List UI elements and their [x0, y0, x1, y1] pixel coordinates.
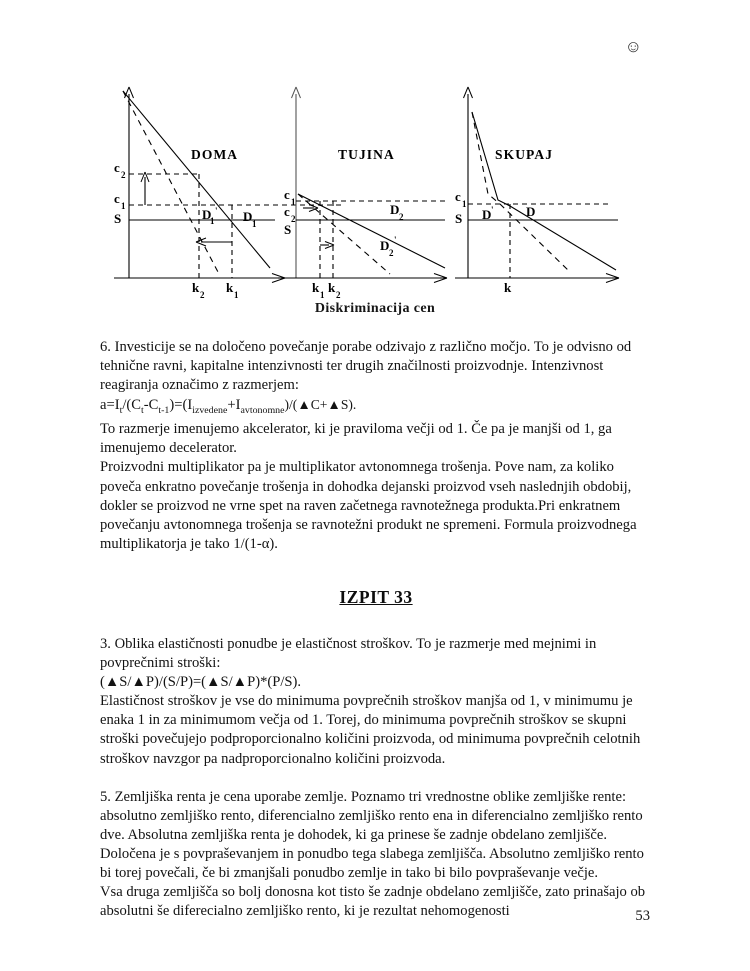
- paragraph-3: 3. Oblika elastičnosti ponudbe je elastičnost stroškov. To je razmerje med mejnimi in povprečnimi stroški:: [100, 635, 597, 672]
- formula-elasticity: (▲S/▲P)/(S/P)=(▲S/▲P)*(P/S).: [100, 674, 302, 691]
- paragraph-accelerator: To razmerje imenujemo akcelerator, ki je praviloma večji od 1. Če pa je manjši od 1, ga imenujemo decelerator.: [100, 421, 612, 457]
- curve-sub-1-doma: 1: [252, 219, 257, 229]
- formula-lead-sub: t: [119, 405, 123, 417]
- quantity-label-k2-tujina: k: [328, 280, 336, 295]
- formula-small-izvedene: izvedene: [192, 405, 228, 417]
- document-body: [100, 338, 652, 921]
- curve-prime-tujina: ': [394, 235, 397, 245]
- curve-sub-2-tujina: 2: [399, 212, 404, 222]
- curve-label-d1-doma: D: [243, 209, 253, 224]
- price-label-c1-skupaj: c: [455, 189, 461, 204]
- quantity-label-k-skupaj: k: [504, 280, 512, 295]
- price-label-c2-doma: c: [114, 160, 120, 175]
- price-label-s-doma: S: [114, 211, 122, 226]
- quantity-sub-2-doma: 2: [200, 290, 205, 300]
- curve-sub-1prime-doma: 1: [210, 216, 215, 226]
- formula-mid1: /(C: [122, 397, 141, 414]
- curve-label-d-skupaj: D: [526, 204, 536, 219]
- formula-tail: )/(▲C+▲S).: [284, 397, 357, 413]
- paragraph-5: 5. Zemljiška renta je cena uporabe zemlje. Poznamo tri vrednostne oblike zemljiške rente: absolutno zemljiško rento, diferencialno zemljiško rento ena in diferencialno zemljiško rento dve. Absolutna zemljiška renta je dohodek, ki ga prinese še zadnje obdelano zemljišče. Določena je s povpraševanjem in ponudbo tega slabega zemljišča. Absolutno zemljiško rento bi torej povečali, če bi zmanjšali ponudbo zemlje in tako bi bilo povpraševanje večje.: [100, 788, 644, 881]
- price-sub-2-doma: 2: [121, 170, 126, 180]
- paragraph-6: 6. Investicije se na določeno povečanje porabe odzivajo z različno močjo. To je odvisno od tehnične ravni, kapitalne intenzivnosti ter drugih značilnosti proizvodnje. Intenzivnost reagiranja označimo z razmerjem:: [100, 339, 632, 394]
- curve-prime-skupaj: ': [491, 205, 494, 215]
- formula-lead: a=I: [100, 397, 120, 414]
- formula-small-avtonomne: avtonomne: [240, 405, 285, 417]
- heading-izpit: IZPIT 33: [339, 586, 413, 607]
- paragraph-3-continued: Elastičnost stroškov je vse do minimuma povprečnih stroškov manjša od 1, v minimumu je enaka 1 in za minimumom večja od 1. Torej, do minimuma povprečnih stroškov se skupni stroški povečujejo podproporcionalno količini proizvoda, od minimuma povprečnih celotnih stroškov navzgor pa nadproporcionalno količini proizvoda.: [100, 693, 641, 767]
- curve-label-dprime-skupaj: D: [482, 207, 492, 222]
- formula-mid2: -C: [143, 397, 159, 414]
- curve-label-d1prime-doma: D: [202, 207, 212, 222]
- formula-mid2-sub: t-1: [158, 405, 170, 417]
- price-label-c1-doma: c: [114, 191, 120, 206]
- price-label-c2-tujina: c: [284, 204, 290, 219]
- quantity-sub-1-tujina: 1: [320, 290, 325, 300]
- panel-title-tujina: TUJINA: [338, 147, 395, 162]
- price-sub-1-doma: 1: [121, 201, 126, 211]
- quantity-sub-1-doma: 1: [234, 290, 239, 300]
- curve-sub-2prime-tujina: 2: [389, 248, 394, 258]
- curve-label-d2-tujina: D: [390, 202, 400, 217]
- price-sub-1-tujina: 1: [291, 197, 296, 207]
- quantity-label-k1-tujina: k: [312, 280, 320, 295]
- price-sub-2-tujina: 2: [291, 214, 296, 224]
- panel-title-skupaj: SKUPAJ: [495, 147, 554, 162]
- paragraph-multiplier: Proizvodni multiplikator pa je multiplikator avtonomnega trošenja. Pove nam, za koliko poveča enkratno povečanje trošenja in dohodka dejanski proizvod vseh naslednjih obdobij, dokler se proizvod ne vrne spet na raven začetnega ravnotežnega produkta.Pri enkratnem povečanju avtonomnega trošenja se ravnotežni produkt ne spremeni. Formula proizvodnega multiplikatorja je tako 1/(1-α).: [100, 459, 637, 552]
- smiley-face-icon: ☺: [624, 37, 642, 56]
- price-label-s-tujina: S: [284, 222, 292, 237]
- price-label-s-skupaj: S: [455, 211, 463, 226]
- quantity-sub-2-tujina: 2: [336, 290, 341, 300]
- quantity-label-k2-doma: k: [192, 280, 200, 295]
- curve-prime-doma: ': [215, 206, 218, 216]
- formula-mid3: )=(I: [169, 397, 193, 414]
- price-sub-1-skupaj: 1: [462, 199, 467, 209]
- figure-caption: Diskriminacija cen: [314, 301, 436, 316]
- page-number: 53: [635, 908, 650, 924]
- price-discrimination-figure: [100, 82, 650, 330]
- paragraph-5-continued: Vsa druga zemljišča so bolj donosna kot tisto še zadnje obdelano zemljišče, zato prinašajo ob absolutni še diferecialno zemljiško rento, ki je rezultat nehomogenosti: [100, 884, 646, 920]
- quantity-label-k1-doma: k: [226, 280, 234, 295]
- panel-title-doma: DOMA: [191, 147, 239, 162]
- formula-mid4: +I: [227, 397, 241, 414]
- formula-mid1-sub: t: [141, 405, 144, 417]
- price-label-c1-tujina: c: [284, 187, 290, 202]
- formula-accelerator: [100, 395, 652, 420]
- curve-label-d2prime-tujina: D: [380, 238, 390, 253]
